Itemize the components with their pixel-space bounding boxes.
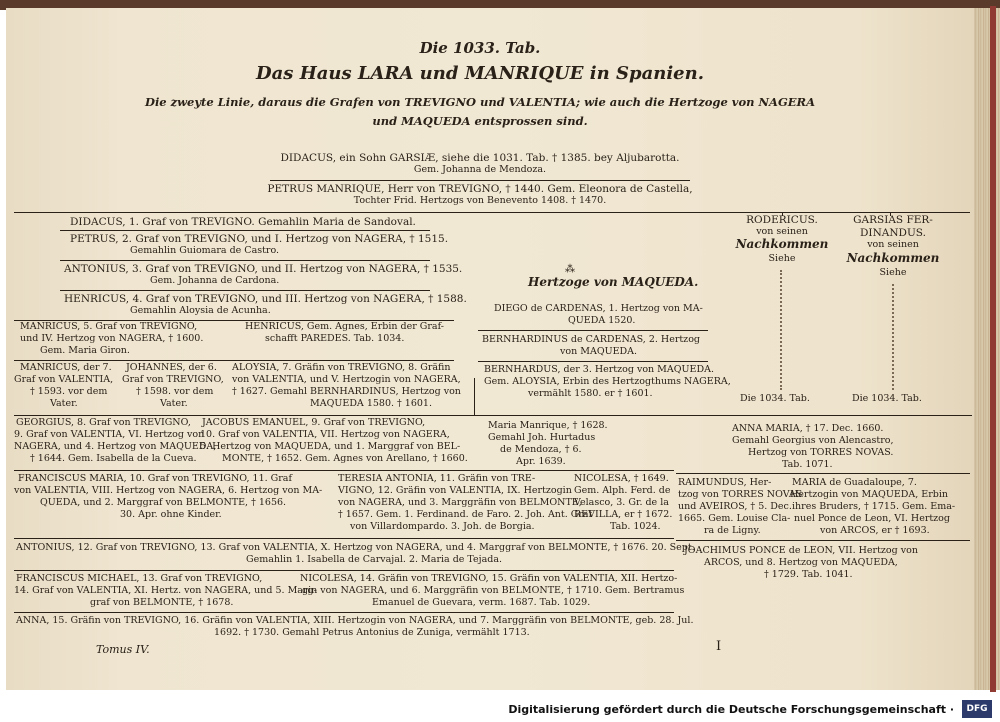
raimundus-line2: tzog von TORRES NOVAS — [678, 489, 803, 500]
rodericus-line2: von seinen — [756, 226, 808, 237]
subtitle-line-1: Die zweyte Linie, daraus die Grafen von TREVIGNO und VALENTIA; wie auch die Hertzoge von NAGERA — [144, 95, 816, 109]
garsias-line2: DINANDUS. — [860, 227, 926, 239]
antonius-3-graf-line1: ANTONIUS, 3. Graf von TREVIGNO, und II. Hertzog von NAGERA, † 1535. — [64, 263, 463, 275]
nicolesa-14-line2: gin von NAGERA, und 6. Marggräfin von BELMONTE, † 1710. Gem. Bertramus — [302, 585, 685, 596]
garsias-line1: GARSIAS FER- — [853, 214, 933, 226]
joachimus-line2: ARCOS, und 8. Hertzog von MAQUEDA, — [704, 557, 898, 568]
subtitle-line-2: und MAQUEDA entsprossen sind. — [372, 114, 588, 128]
maria-guadaloupe-line2: Hertzogin von MAQUEDA, Erbin — [790, 489, 949, 500]
henricus-4-graf-line2: Gemahlin Aloysia de Acunha. — [130, 305, 271, 316]
anna-15-line2: 1692. † 1730. Gemahl Petrus Antonius de Zuniga, vermählt 1713. — [214, 627, 530, 638]
nicolesa-1649-line2: Gem. Alph. Ferd. de — [574, 485, 671, 496]
henricus-paredes-line1: HENRICUS, Gem. Agnes, Erbin der Graf- — [245, 321, 444, 332]
raimundus-line3: und AVEIROS, † 5. Dec. — [678, 501, 792, 512]
jacobus-emanuel-line3: 5. Hertzog von MAQUEDA, und 1. Marggraf von BEL- — [200, 441, 461, 452]
page-signature: I — [716, 639, 722, 654]
diego-cardenas-line1: DIEGO de CARDENAS, 1. Hertzog von MA- — [494, 303, 703, 314]
petrus-2-graf-line2: Gemahlin Guiomara de Castro. — [130, 245, 280, 256]
aloysia-line4: MAQUEDA 1580. † 1601. — [310, 398, 432, 409]
aloysia-line3: † 1627. Gemahl BERNHARDINUS, Hertzog von — [232, 386, 461, 397]
maria-manrique-line3: de Mendoza, † 6. — [500, 444, 582, 455]
didacus-1-graf: DIDACUS, 1. Graf von TREVIGNO. Gemahlin Maria de Sandoval. — [70, 216, 416, 228]
bernhardus-3-line3: vermählt 1580. er † 1601. — [528, 388, 653, 399]
maqueda-rule-2 — [478, 361, 708, 362]
johannes-6-line1: JOHANNES, der 6. — [126, 362, 217, 373]
red-page-edge — [990, 6, 996, 692]
franciscus-michael-line2: 14. Graf von VALENTIA, XI. Hertz. von NAGERA, und 5. Marg- — [14, 585, 317, 596]
raimundus-line1: RAIMUNDUS, Her- — [678, 477, 772, 488]
nicolesa-14-line1: NICOLESA, 14. Gräfin von TREVIGNO, 15. Gräfin von VALENTIA, XII. Hertzo- — [300, 573, 678, 584]
gen7-rule — [14, 470, 674, 471]
main-title: Das Haus LARA und MANRIQUE in Spanien. — [256, 63, 704, 84]
right-gen-rule — [676, 473, 970, 474]
rodericus-line3: Nachkommen — [735, 237, 829, 251]
family-rule — [14, 212, 970, 213]
volume-label: Tomus IV. — [96, 643, 150, 656]
root-didacus-line1: DIDACUS, ein Sohn GARSIÆ, siehe die 1031. Tab. † 1385. bey Aljubarotta. — [280, 152, 680, 164]
franciscus-maria-line1: FRANCISCUS MARIA, 10. Graf von TREVIGNO, 11. Graf — [18, 473, 292, 484]
henricus-paredes-line2: schafft PAREDES. Tab. 1034. — [265, 333, 405, 344]
maria-guadaloupe-line4: nuel Ponce de Leon, VI. Hertzog — [794, 513, 950, 524]
dfg-logo: DFG — [962, 700, 992, 718]
manricus-5-line1: MANRICUS, 5. Graf von TREVIGNO, — [20, 321, 198, 332]
gen8-rule — [14, 538, 674, 539]
nicolesa-1649-line1: NICOLESA, † 1649. — [574, 473, 669, 484]
franciscus-maria-line3: QUEDA, und 2. Marggraf von BELMONTE, † 1656. — [40, 497, 287, 508]
anna-maria-line1: ANNA MARIA, † 17. Dec. 1660. — [732, 423, 884, 434]
nicolesa-1649-line5: Tab. 1024. — [610, 521, 661, 532]
raimundus-line4: 1665. Gem. Louise Cla- — [678, 513, 791, 524]
garsias-line3: von seinen — [867, 239, 919, 250]
aloysia-line1: ALOYSIA, 7. Gräfin von TREVIGNO, 8. Gräfin — [232, 362, 451, 373]
rodericus-dotted-line — [780, 270, 782, 390]
georgius-line4: † 1644. Gem. Isabella de la Cueva. — [30, 453, 197, 464]
teresia-antonia-line2: VIGNO, 12. Gräfin von VALENTIA, IX. Hertzogin — [338, 485, 572, 496]
gen6-rule — [14, 415, 474, 416]
chain-rule-2 — [60, 260, 430, 261]
manricus-7-line1: MANRICUS, der 7. — [20, 362, 112, 373]
jacobus-emanuel-line4: MONTE, † 1652. Gem. Agnes von Arellano, † 1660. — [222, 453, 468, 464]
right-gen-rule-2 — [676, 540, 970, 541]
franciscus-michael-line3: graf von BELMONTE, † 1678. — [90, 597, 234, 608]
maria-guadaloupe-line5: von ARCOS, er † 1693. — [820, 525, 930, 536]
petrus-manrique-line2: Tochter Frid. Hertzogs von Benevento 1408. † 1470. — [353, 195, 607, 206]
diego-cardenas-line2: QUEDA 1520. — [568, 315, 636, 326]
antonius-12-line1: ANTONIUS, 12. Graf von TREVIGNO, 13. Graf von VALENTIA, X. Hertzog von NAGERA, und 4. Marggraf von BELMONTE, † 1676. 20. Sept. — [16, 542, 695, 553]
maqueda-heading: Hertzoge von MAQUEDA. — [528, 275, 699, 289]
henricus-4-graf-line1: HENRICUS, 4. Graf von TREVIGNO, und III. Hertzog von NAGERA, † 1588. — [64, 293, 467, 305]
teresia-antonia-line1: TERESIA ANTONIA, 11. Gräfin von TRE- — [338, 473, 536, 484]
teresia-antonia-line4: † 1657. Gem. 1. Ferdinand. de Faro. 2. Joh. Ant. Graf — [338, 509, 593, 520]
jacobus-emanuel-line1: JACOBUS EMANUEL, 9. Graf von TREVIGNO, — [202, 417, 426, 428]
manricus-7-line4: Vater. — [50, 398, 78, 409]
rodericus-reference: Die 1034. Tab. — [740, 393, 810, 404]
manricus-7-line2: Graf von VALENTIA, — [14, 374, 114, 385]
root-rule — [270, 180, 690, 181]
maqueda-rule-1 — [478, 330, 708, 331]
chain-rule-1 — [60, 230, 430, 231]
bernhardinus-2-line1: BERNHARDINUS de CARDENAS, 2. Hertzog — [482, 334, 700, 345]
petrus-2-graf-line1: PETRUS, 2. Graf von TREVIGNO, und I. Hertzog von NAGERA, † 1515. — [70, 233, 449, 245]
nicolesa-14-line3: Emanuel de Guevara, verm. 1687. Tab. 1029. — [372, 597, 591, 608]
manricus-5-line2: und IV. Hertzog von NAGERA, † 1600. — [20, 333, 204, 344]
bernhardus-3-line1: BERNHARDUS, der 3. Hertzog von MAQUEDA. — [484, 364, 714, 375]
maria-guadaloupe-line1: MARIA de Guadaloupe, 7. — [792, 477, 917, 488]
gen5-rule — [14, 360, 454, 361]
joachimus-line1: JOACHIMUS PONCE de LEON, VII. Hertzog von — [684, 545, 918, 556]
rodericus-name: RODERICUS. — [746, 214, 818, 226]
digitization-credit: Digitalisierung gefördert durch die Deutsche Forschungsgemeinschaft · — [508, 703, 954, 716]
anna-15-line1: ANNA, 15. Gräfin von TREVIGNO, 16. Gräfin von VALENTIA, XIII. Hertzogin von NAGERA, und 7. Marggräfin von BELMONTE, geb. 28. Jul. — [16, 615, 694, 626]
garsias-line5: Siehe — [879, 267, 907, 278]
franciscus-michael-line1: FRANCISCUS MICHAEL, 13. Graf von TREVIGNO, — [16, 573, 263, 584]
rodericus-line4: Siehe — [768, 253, 796, 264]
root-didacus-line2: Gem. Johanna de Mendoza. — [413, 164, 547, 175]
maria-manrique-line1: Maria Manrique, † 1628. — [488, 420, 608, 431]
garsias-reference: Die 1034. Tab. — [852, 393, 922, 404]
raimundus-line5: ra de Ligny. — [704, 525, 761, 536]
nicolesa-1649-line3: Velasco, 3. Gr. de la — [574, 497, 669, 508]
anna-maria-line3: Hertzog von TORRES NOVAS. — [748, 447, 894, 458]
garsias-dotted-line — [892, 284, 894, 390]
nicolesa-1649-line4: REVILLA, er † 1672. — [574, 509, 673, 520]
franciscus-maria-line4: 30. Apr. ohne Kinder. — [120, 509, 222, 520]
anna-maria-line4: Tab. 1071. — [782, 459, 833, 470]
georgius-line1: GEORGIUS, 8. Graf von TREVIGNO, — [16, 417, 191, 428]
johannes-6-line3: † 1598. vor dem — [136, 386, 214, 397]
antonius-12-line2: Gemahlin 1. Isabella de Carvajal. 2. Maria de Tejada. — [246, 554, 503, 565]
antonius-3-graf-line2: Gem. Johanna de Cardona. — [150, 275, 280, 286]
tab-title: Die 1033. Tab. — [419, 39, 541, 57]
page-edges — [974, 8, 1000, 690]
bernhardinus-2-line2: von MAQUEDA. — [560, 346, 638, 357]
maqueda-rule-3 — [474, 415, 972, 416]
chain-rule-3 — [60, 290, 430, 291]
gen9-rule — [14, 570, 674, 571]
teresia-antonia-line5: von Villardompardo. 3. Joh. de Borgia. — [350, 521, 535, 532]
aloysia-connector — [474, 378, 475, 416]
manricus-7-line3: † 1593. vor dem — [30, 386, 108, 397]
bernhardus-3-line2: Gem. ALOYSIA, Erbin des Hertzogthums NAGERA, — [484, 376, 731, 387]
maria-manrique-line4: Apr. 1639. — [516, 456, 566, 467]
johannes-6-line2: Graf von TREVIGNO, — [122, 374, 224, 385]
asterism-ornament: ⁂ — [565, 264, 575, 275]
georgius-line3: NAGERA, und 4. Hertzog von MAQUEDA, — [14, 441, 217, 452]
franciscus-maria-line2: von VALENTIA, VIII. Hertzog von NAGERA, 6. Hertzog von MA- — [14, 485, 323, 496]
jacobus-emanuel-line2: 10. Graf von VALENTIA, VII. Hertzog von NAGERA, — [200, 429, 450, 440]
anna-maria-line2: Gemahl Georgius von Alencastro, — [732, 435, 894, 446]
aloysia-line2: von VALENTIA, und V. Hertzogin von NAGERA, — [232, 374, 461, 385]
johannes-6-line4: Vater. — [160, 398, 188, 409]
petrus-manrique-line1: PETRUS MANRIQUE, Herr von TREVIGNO, † 1440. Gem. Eleonora de Castella, — [267, 183, 693, 195]
gen10-rule — [14, 612, 674, 613]
manricus-5-line3: Gem. Maria Giron. — [40, 345, 130, 356]
georgius-line2: 9. Graf von VALENTIA, VI. Hertzog von — [14, 429, 205, 440]
maria-guadaloupe-line3: ihres Bruders, † 1715. Gem. Ema- — [792, 501, 956, 512]
maria-manrique-line2: Gemahl Joh. Hurtadus — [488, 432, 596, 443]
joachimus-line3: † 1729. Tab. 1041. — [764, 569, 853, 580]
garsias-line4: Nachkommen — [846, 251, 940, 265]
teresia-antonia-line3: von NAGERA, und 3. Marggräfin von BELMONTE, — [338, 497, 582, 508]
